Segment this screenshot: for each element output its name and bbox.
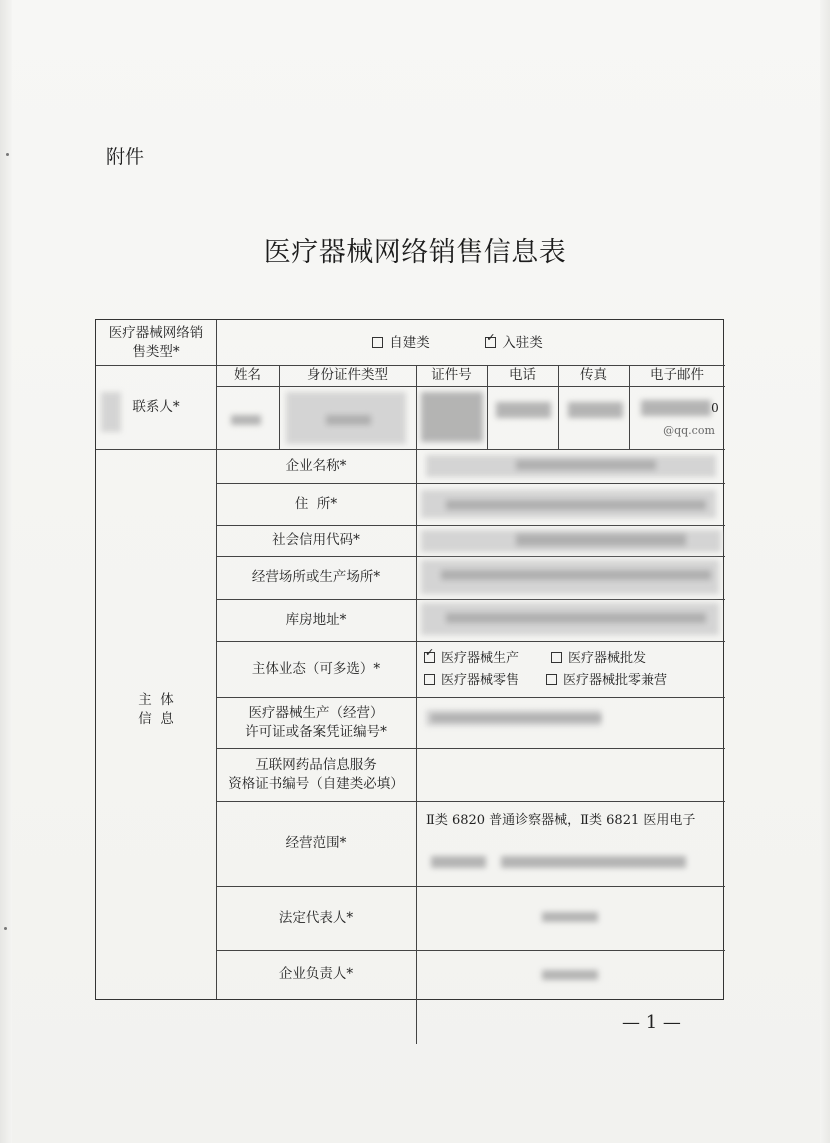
page-number: — 1 — xyxy=(622,1012,681,1033)
label-warehouse: 库房地址* xyxy=(285,611,347,628)
checkbox-wholesale-retail[interactable] xyxy=(546,674,557,685)
redacted-credit-code-text xyxy=(516,534,686,546)
option-self-built[interactable]: 自建类 xyxy=(351,332,451,354)
checkbox-retail[interactable] xyxy=(424,674,435,685)
email-fragment: 0 xyxy=(711,400,719,415)
checkbox-self-built[interactable] xyxy=(372,337,383,348)
scan-speck xyxy=(6,153,9,156)
label-license: 医疗器械生产（经营） 许可证或备案凭证编号* xyxy=(245,704,387,740)
business-option-production[interactable]: ✓ 医疗器械生产 xyxy=(424,648,549,668)
col-name: 姓名 xyxy=(234,367,261,383)
business-option-retail[interactable]: 医疗器械零售 xyxy=(424,670,549,690)
info-table xyxy=(95,319,724,1000)
col-fax: 传真 xyxy=(580,367,607,383)
label-manager: 企业负责人* xyxy=(278,966,354,982)
col-phone: 电话 xyxy=(509,367,536,383)
label-internet-license: 互联网药品信息服务 资格证书编号（自建类必填） xyxy=(228,756,404,792)
business-option-wholesale[interactable]: 医疗器械批发 xyxy=(551,648,676,668)
business-option-wholesale-retail[interactable]: 医疗器械批零兼营 xyxy=(546,670,721,690)
label-premises: 经营场所或生产场所* xyxy=(251,569,381,585)
redacted-id-type-text xyxy=(326,415,371,425)
redacted-id-number xyxy=(421,392,483,442)
checkbox-production[interactable] xyxy=(424,652,435,663)
redacted-fax xyxy=(568,402,623,418)
redacted-address-text xyxy=(446,500,706,510)
label-legal-rep: 法定代表人* xyxy=(278,909,354,926)
redacted-name xyxy=(231,415,261,425)
label-company-name: 企业名称* xyxy=(285,457,347,474)
redacted-warehouse-text xyxy=(446,613,706,623)
label-credit-code: 社会信用代码* xyxy=(272,532,360,548)
redacted-area xyxy=(101,392,121,432)
redacted-license-text xyxy=(431,714,601,722)
checkbox-wholesale[interactable] xyxy=(551,652,562,663)
attachment-label: 附件 xyxy=(106,146,145,168)
redacted-manager xyxy=(542,970,598,980)
redacted-legal-rep xyxy=(542,912,598,922)
redacted-scope-2 xyxy=(501,856,686,868)
redacted-email xyxy=(641,400,711,416)
label-scope: 经营范围* xyxy=(285,835,347,851)
page-edge-left xyxy=(0,0,12,1143)
page-edge-right xyxy=(820,0,830,1143)
contact-label: 联系人* xyxy=(132,398,180,415)
col-email: 电子邮件 xyxy=(650,367,704,383)
page-title: 医疗器械网络销售信息表 xyxy=(263,237,567,268)
option-hosted[interactable]: ✓ 入驻类 xyxy=(464,332,564,354)
scan-speck xyxy=(4,927,7,930)
label-address: 住 所* xyxy=(294,495,338,512)
redacted-phone xyxy=(496,402,551,418)
entity-section-label: 主 体 信 息 xyxy=(138,692,174,727)
redacted-scope-1 xyxy=(431,856,486,868)
email-domain: @qq.com xyxy=(663,423,715,437)
checkbox-hosted[interactable] xyxy=(485,337,496,348)
redacted-premises-text xyxy=(441,570,711,580)
redacted-company-name-text xyxy=(516,460,656,470)
col-id-type: 身份证件类型 xyxy=(307,367,388,383)
scope-value: Ⅱ类 6820 普通诊察器械，Ⅱ类 6821 医用电子 xyxy=(426,812,696,828)
sales-type-label: 医疗器械网络销售类型* xyxy=(108,324,204,360)
col-id-number: 证件号 xyxy=(431,367,472,383)
label-business-status: 主体业态（可多选）* xyxy=(251,660,381,677)
